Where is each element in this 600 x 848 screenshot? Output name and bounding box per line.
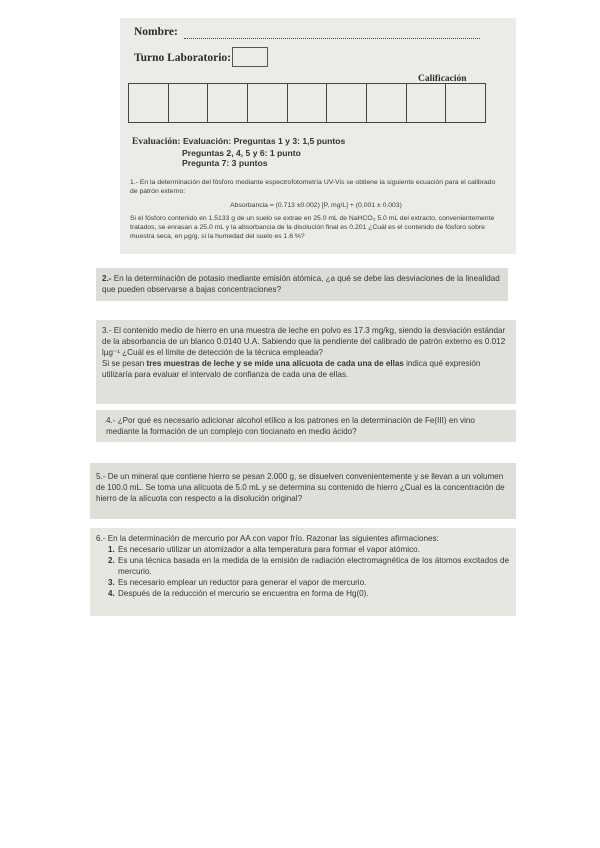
lab-turn-box xyxy=(232,47,268,67)
question-1 xyxy=(130,178,502,241)
grade-cell xyxy=(208,84,248,122)
question-6 xyxy=(90,528,516,616)
grade-cell xyxy=(327,84,367,122)
question-6-item-number: 3. xyxy=(108,578,115,587)
question-1-intro: 1.- En la determinación del fósforo mediante espectrofotometría UV-Vis se obtiene la siguiente ecuación para el calibrado de patrón externo: xyxy=(130,179,496,195)
lab-turn-label: Turno Laboratorio: xyxy=(134,52,232,64)
evaluation-line3: Pregunta 7: 3 puntos xyxy=(182,158,268,168)
grade-cell xyxy=(407,84,447,122)
question-6-item xyxy=(96,544,510,555)
name-label: Nombre: xyxy=(134,26,178,38)
grade-cell xyxy=(248,84,288,122)
question-5 xyxy=(90,463,516,519)
question-1-equation: Absorbancia = (0.713 ±0.002) [P, mg/L] + (0.001 ± 0.003) xyxy=(230,202,402,209)
question-6-item-text: Es una técnica basada en la medida de la emisión de radiación electromagnética de los átomos excitados de mercurio. xyxy=(118,556,509,576)
question-4 xyxy=(96,410,516,442)
exam-header xyxy=(120,18,516,254)
question-5-text: 5.- De un mineral que contiene hierro se pesan 2.000 g, se disuelven convenientemente y se llevan a un volumen de 100.0 mL. Se toma una alícuota de 5.0 mL y se determina su contenido de hierro ¿Cual es la concentración de hierro de la alícuota con respecto a la disolución original? xyxy=(96,472,505,503)
question-3-text2-bold: tres muestras de leche y se mide una alícuota de cada una de ellas xyxy=(146,359,404,368)
question-6-item-number: 1. xyxy=(108,545,115,554)
question-6-item xyxy=(96,588,510,599)
evaluation-label: Evaluación: xyxy=(132,137,181,147)
grade-label: Calificación xyxy=(418,74,467,84)
question-6-item xyxy=(96,577,510,588)
grade-cell xyxy=(367,84,407,122)
question-2-text: En la determinación de potasio mediante emisión atómica, ¿a qué se debe las desviaciones de la linealidad que pueden observarse a bajas concentraciones? xyxy=(102,274,500,294)
name-line xyxy=(184,38,480,39)
grade-cell xyxy=(446,84,485,122)
question-6-intro: 6.- En la determinación de mercurio por AA con vapor frío. Razonar las siguientes afirmaciones: xyxy=(96,534,439,543)
question-3 xyxy=(96,320,516,404)
evaluation-block xyxy=(132,136,345,169)
grade-cell xyxy=(169,84,209,122)
grade-cell xyxy=(129,84,169,122)
question-6-item-text: Es necesario utilizar un atomizador a alta temperatura para formar el vapor atómico. xyxy=(118,545,420,554)
question-6-item xyxy=(96,555,510,577)
question-3-text2 xyxy=(102,358,510,380)
question-3-text2-pre: Si se pesan xyxy=(102,359,147,368)
evaluation-line1: Evaluación: Preguntas 1 y 3: 1,5 puntos xyxy=(182,136,346,146)
question-6-item-number: 4. xyxy=(108,589,115,598)
question-2 xyxy=(96,268,508,301)
question-1-body: Si el fósforo contenido en 1.5133 g de un suelo se extrae en 25.0 mL de NaHCO₃ 5.0 mL del extracto, convenientemente tratados, se enrasan a 25.0 mL y la absorbancia de la disolución final es 0.201 ¿Cuál es el contenido de fósforo sobre muestra seca, en µg/g, si la humedad del suelo es 1.6 %? xyxy=(130,215,495,240)
question-2-marker: 2.- xyxy=(102,274,112,283)
evaluation-line2: Preguntas 2, 4, 5 y 6: 1 punto xyxy=(182,147,301,158)
grade-grid xyxy=(128,83,486,123)
question-4-text: 4.- ¿Por qué es necesario adicionar alcohol etílico a los patrones en la determinación de Fe(III) en vino mediante la formación de un complejo con tiocianato en medio ácido? xyxy=(106,416,475,436)
question-6-item-text: Es necesario emplear un reductor para generar el vapor de mercurio. xyxy=(118,578,367,587)
question-6-item-number: 2. xyxy=(108,556,115,565)
question-3-text1: 3.- El contenido medio de hierro en una muestra de leche en polvo es 17.3 mg/kg, siendo la desviación estándar de la absorbancia de un blanco 0.0140 U.A. Sabiendo que la pendiente del calibrado de patrón externo es 0.012 lµg⁻¹ ¿Cuál es el límite de detección de la técnica empleada? xyxy=(102,326,506,357)
question-6-item-text: Después de la reducción el mercurio se encuentra en forma de Hg(0). xyxy=(118,589,369,598)
question-3-text2-post: indica qué expresión utilizaría para evaluar el intervalo de confianza de cada una de ellas. xyxy=(102,359,481,379)
grade-cell xyxy=(288,84,328,122)
